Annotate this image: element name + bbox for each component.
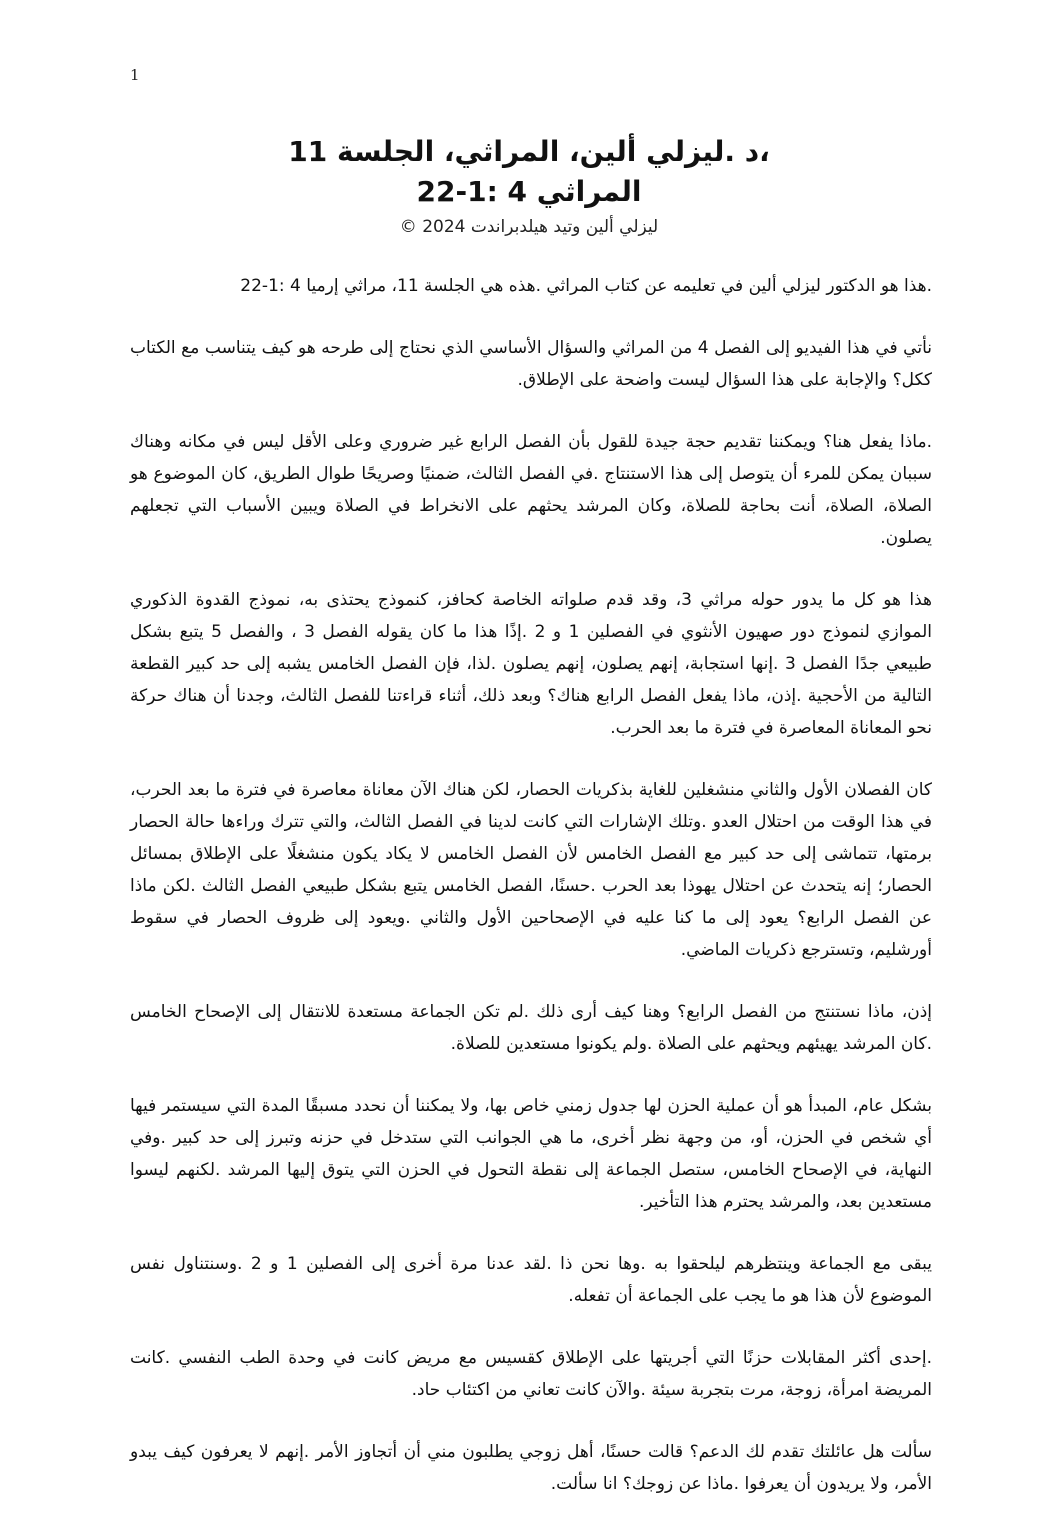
paragraph-6: إذن، ماذا نستنتج من الفصل الرابع؟ وهنا كيف أرى ذلك .لم تكن الجماعة مستعدة للانتقال إلى الإصحاح الخامس .كان المرشد يهيئهم ويحثهم على الصلاة .ولم يكونوا مستعدين للصلاة. xyxy=(130,1002,932,1054)
paragraph-9: .إحدى أكثر المقابلات حزنًا التي أجريتها على الإطلاق كقسيس مع مريض كانت في وحدة الطب النفسي .كانت المريضة امرأة، زوجة، مرت بتجربة سيئة .والآن كانت تعاني من اكتئاب حاد. xyxy=(130,1348,932,1400)
paragraph-2: نأتي في هذا الفيديو إلى الفصل 4 من المراثي والسؤال الأساسي الذي نحتاج إلى طرحه هو كيف يتناسب مع الكتاب ككل؟ والإجابة على هذا السؤال ليست واضحة على الإطلاق. xyxy=(130,338,932,390)
paragraph-4: هذا هو كل ما يدور حوله مراثي 3، وقد قدم صلواته الخاصة كحافز، كنموذج يحتذى به، نموذج القدوة الذكوري الموازي لنموذج دور صهيون الأنثوي في الفصلين 1 و 2 .إذًا هذا ما كان يقوله الفصل 3 ، والفصل 5 يتبع بشكل طبيعي جدًا الفصل 3 .إنها استجابة، إنهم يصلون، إنهم يصلون .لذا، فإن الفصل الخامس يشبه إلى حد كبير القطعة التالية من الأحجية .إذن، ماذا يفعل الفصل الرابع هناك؟ وبعد ذلك، أثناء قراءتنا للفصل الثالث، وجدنا أن هناك حركة نحو المعاناة المعاصرة في فترة ما بعد الحرب. xyxy=(130,590,932,738)
document-body xyxy=(130,270,932,1530)
page-subtitle: المراثي 4 :1-22 xyxy=(416,175,642,208)
title-block xyxy=(150,132,908,240)
paragraph-8: يبقى مع الجماعة وينتظرهم ليلحقوا به .وها نحن ذا .لقد عدنا مرة أخرى إلى الفصلين 1 و 2 .وسنتناول نفس الموضوع لأن هذا هو ما يجب على الجماعة أن تفعله. xyxy=(130,1254,932,1306)
paragraph-5: كان الفصلان الأول والثاني منشغلين للغاية بذكريات الحصار، لكن هناك الآن معاناة معاصرة في فترة ما بعد الحرب، في هذا الوقت من احتلال العدو .وتلك الإشارات التي كانت لدينا في الفصل الثالث، والتي تترك وراءها حالة الحصار برمتها، تتماشى إلى حد كبير مع الفصل الخامس لأن الفصل الخامس لا يكاد يكون منشغلًا على الإطلاق بمسائل الحصار؛ إنه يتحدث عن احتلال يهوذا بعد الحرب .حسنًا، الفصل الخامس يتبع بشكل طبيعي الفصل الثالث .لكن ماذا عن الفصل الرابع؟ يعود إلى ما كنا عليه في الإصحاحين الأول والثاني .ويعود إلى ظروف الحصار في سقوط أورشليم، وتسترجع ذكريات الماضي. xyxy=(130,780,932,960)
page-title: ،د .ليزلي ألين، المراثي، الجلسة 11 xyxy=(288,135,770,168)
paragraph-1: .هذا هو الدكتور ليزلي ألين في تعليمه عن كتاب المراثي .هذه هي الجلسة 11، مراثي إرميا 4 :1-22 xyxy=(240,276,932,296)
paragraph-7: بشكل عام، المبدأ هو أن عملية الحزن لها جدول زمني خاص بها، ولا يمكننا أن نحدد مسبقًا المدة التي سيستمر فيها أي شخص في الحزن، أو، من وجهة نظر أخرى، ما هي الجوانب التي ستدخل في حزنه وتبرز إلى حد كبير .وفي النهاية، في الإصحاح الخامس، ستصل الجماعة إلى نقطة التحول في الحزن التي يتوق إليها المرشد .لكنهم ليسوا مستعدين بعد، والمرشد يحترم هذا التأخير. xyxy=(130,1096,932,1212)
page-number: 1 xyxy=(130,66,140,84)
copyright-line: ليزلي ألين وتيد هيلدبراندت 2024 © xyxy=(399,217,659,237)
paragraph-10: سألت هل عائلتك تقدم لك الدعم؟ قالت حسنًا، أهل زوجي يطلبون مني أن أتجاوز الأمر .إنهم لا يعرفون كيف يبدو الأمر، ولا يريدون أن يعرفوا .ماذا عن زوجك؟ انا سألت. xyxy=(130,1442,932,1494)
paragraph-3: .ماذا يفعل هنا؟ ويمكننا تقديم حجة جيدة للقول بأن الفصل الرابع غير ضروري وعلى الأقل ليس في مكانه وهناك سببان يمكن للمرء أن يتوصل إلى هذا الاستنتاج .في الفصل الثالث، ضمنيًا وصريحًا طوال الطريق، كان الموضوع هو الصلاة، الصلاة، أنت بحاجة للصلاة، وكان المرشد يحثهم على الانخراط في الصلاة ويبين الأسباب التي تجعلهم يصلون. xyxy=(130,432,932,548)
